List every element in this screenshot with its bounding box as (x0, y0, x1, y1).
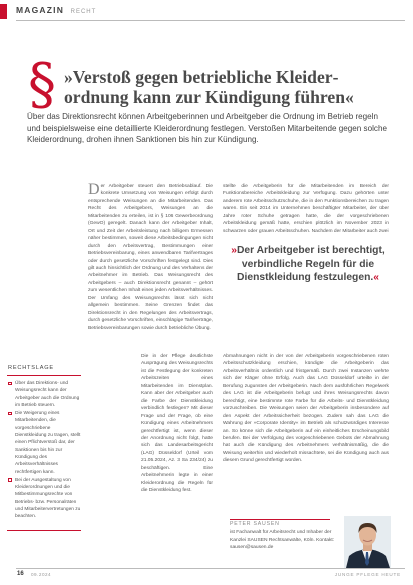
author-name: PETER SAUSEN (230, 521, 280, 527)
body-text: Abmahnungen nicht in der von der Arbeitgeberin vorgeschriebenen roten Arbeitsschutzkleidung erschien, kündigte die Arbeitgeberin das Arbeitsverhältnis ordentlich und fristgemäß. Durch zwei Instanzen wehrte sich der Kläger ohne Erfolg. Auch das LAG Düsseldorf urteilte in der Berufung zugunsten der Arbeitgeberin. Nach dem ausführlichen Regelwerk des LAG ist die Arbeitgeberin befugt und ihres Weisungsrechts davon berechtigt, eine bestimmte rote Farbe für die Arbeits- und Dienstkleidung vorzuschreiben. Die Weisungen seien der Arbeitgeberin insbesondere auf den Aspekt der Arbeitssicherheit bezogen. Zudem sah das LAG die Wahrung der »Corporate Identity« im Betrieb als schutzwürdiges Interesse an. So könne sich die Arbeitgeberin auf ein einheitliches Erscheinungsbild berufen. Bei der Verfolgung des vorgeschriebenen Gebots der Abmahnung hat auch die Kündigung des Arbeitnehmers verhältnismäßig, die die Weisung weiterhin und wiederholt missachtete, sei die Kündigung auch aus diesem Grund gerechtfertigt worden. (223, 354, 389, 464)
body-column-right-bottom (223, 353, 389, 465)
pull-quote-text: Der Arbeitgeber ist berechtigt, verbindliche Regeln für die Dienstkleidung festzulegen. (236, 245, 385, 284)
issue-date: 09.2024 (31, 572, 52, 577)
section-header (16, 5, 96, 15)
drop-cap: D (88, 181, 100, 198)
article-lead: Über das Direktionsrecht können Arbeitgeberinnen und Arbeitgeber die Ordnung im Betrieb regeln und beispielsweise eine detaillierte Kleiderordnung festlegen. Verstoßen Mitarbeitende gegen solche Kleiderordnung, drohen ihnen Sanktionen bis hin zur Kündigung. (27, 112, 387, 145)
info-box-list (8, 380, 82, 522)
author-rule (230, 519, 330, 520)
quote-open-mark: » (231, 245, 237, 256)
section-label: MAGAZIN (16, 5, 65, 15)
square-bullet-icon (8, 412, 12, 416)
body-column-left-bottom (141, 353, 213, 495)
article-headline: »Verstoß gegen betriebliche Kleiderordnung kann zur Kündigung führen« (64, 67, 354, 107)
author-bio: ist Fachanwalt für Arbeitsrecht und Inhaber der Kanzlei SAUSEN Rechtsanwälte, Köln. Kontakt: sausen@sausen.de (230, 530, 335, 550)
list-item: Die Weigerung eines Mitarbeitenden, die vorgeschriebene Dienstkleidung zu tragen, stellt einen Pflichtverstoß dar, der Sanktionen bis hin zur Kündigung des Arbeitsverhältnisses rechtfertigen kann. (8, 410, 82, 476)
header-accent-bar (0, 4, 7, 19)
author-portrait-icon (344, 516, 391, 568)
square-bullet-icon (8, 382, 12, 386)
body-text: Die in der Pflege deutlichste Ausprägung des Weisungsrechts ist die Festlegung der konkreten Arbeitszeiten eines Mitarbeitenden im Dienstplan. Kann aber der Arbeitgeber auch die Farbe der Dienstkleidung verbindlich festlegen? Mit dieser Frage und der Frage, ob eine Kündigung eines Arbeitnehmers gerechtfertigt ist, wenn dieser der Anordnung nicht folgt, hatte sich das Landesarbeitsgericht (LAG) Düsseldorf (Urteil vom 21.05.2024, Az. 3 Sa 234/24) zu beschäftigen. Eine Arbeitnehmerin legte in einer Kleiderordnung die Regeln für die Dienstkleidung fest. (141, 354, 213, 494)
paragraph-sign-icon: § (28, 52, 56, 117)
square-bullet-icon (8, 478, 12, 482)
body-column-left-top (88, 183, 213, 332)
footer-divider (16, 568, 405, 569)
info-box-title: RECHTSLAGE (8, 365, 54, 371)
author-photo (344, 516, 391, 568)
subsection-label: RECHT (70, 9, 97, 15)
list-item: Über das Direktions- und Weisungsrecht kann der Arbeitgeber auch die Ordnung im Betrieb steuern. (8, 380, 82, 409)
body-text: er Arbeitgeber steuert den Betriebsablauf. Die konkrete Umsetzung von Weisungen erfolgt durch entsprechende Weisungen an die Mitarbeitenden. Das Recht des Arbeitgebers, Weisungen an die Mitarbeitenden zu erteilen, ist in § 106 Gewerbeordnung (GewO) geregelt. Danach kann der Arbeitgeber Inhalt, Ort und Zeit der Arbeitsleistung nach billigem Ermessen näher bestimmen, soweit diese Arbeitsbedingungen nicht durch den Arbeitsvertrag, Bestimmungen einer Betriebsvereinbarung, eines anwendbaren Tarifvertrages oder durch gesetzliche Vorschriften festgelegt sind. Dies gilt auch hinsichtlich der Ordnung und des Verhaltens der Arbeitnehmer im Betrieb. Das Weisungsrecht des Arbeitgebers – auch Direktionsrecht genannt – gehört zum wesentlichen Inhalt eines jeden Arbeitsverhältnisses. Der Umfang des Weisungsrechts lässt sich nicht allgemein bestimmen. Seine Grenzen findet das Direktionsrecht in den Regelungen des Arbeitsvertrags, durch gesetzliche Vorschriften, einschlägige Tarifverträge, Betriebsvereinbarungen sowie durch betriebliche Übung. (88, 184, 213, 331)
body-text: stellte die Arbeitgeberin für die Mitarbeitenden im Bereich der Funktionsbereiche Arbeitskleidung zur Verfügung. Dazu gehörten unter anderem rote Arbeitsschutzschuhe, die in den Funktionsbereichen zu tragen waren. Ein seit 2014 im Unternehmen beschäftigter Mitarbeiter, der über Jahre roter Schuhe getragen hatte, die der vorgeschriebenen Arbeitskleidung gemäß hatte, erschien plötzlich im November 2023 in schwarzen oder grauen Arbeitsschuhen. Nachdem der Mitarbeiter auch zwei (223, 184, 389, 234)
pull-quote (230, 244, 386, 285)
header-divider (16, 20, 405, 21)
publication-name: JUNGE PFLEGE HEUTE (334, 572, 401, 577)
page-number: 16 (17, 571, 24, 577)
quote-close-mark: « (373, 272, 379, 284)
body-column-right-top (223, 183, 389, 235)
info-box-top-rule (7, 375, 81, 376)
list-item: Bei der Ausgestaltung von Kleiderordnungen und die Mitbestimmungsrechte von Betriebs- bzw. Personalräten und Mitarbeitervertretungen zu beachten. (8, 477, 82, 521)
info-box-bottom-rule (7, 530, 81, 531)
